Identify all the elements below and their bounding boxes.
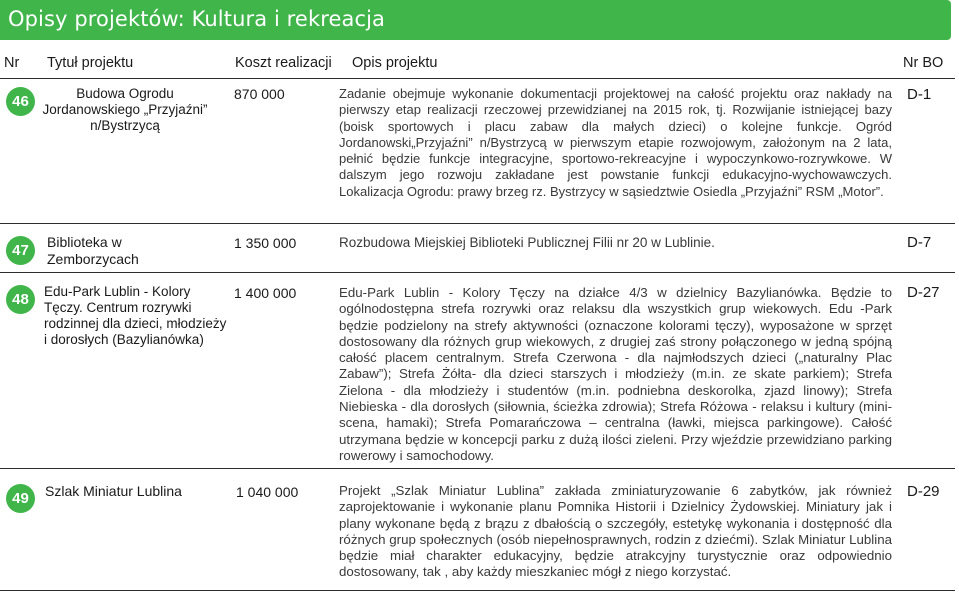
project-code: D-1 [907, 86, 932, 103]
column-header-title: Tytuł projektu [47, 55, 134, 71]
project-cost: 1 350 000 [234, 235, 297, 251]
project-cost: 1 040 000 [236, 484, 299, 500]
page-title: Opisy projektów: Kultura i rekreacja [8, 7, 386, 31]
header-divider [0, 78, 955, 79]
project-code: D-27 [907, 284, 940, 301]
project-title: Biblioteka w Zemborzycach [47, 234, 139, 267]
project-title: Szlak Miniatur Lublina [45, 483, 182, 499]
row-number-badge: 47 [6, 236, 35, 265]
project-cost: 870 000 [234, 86, 285, 102]
row-divider [0, 590, 955, 591]
column-header-description: Opis projektu [352, 55, 438, 71]
row-divider [0, 223, 955, 224]
column-header-nr: Nr [4, 55, 20, 71]
project-code: D-29 [907, 483, 940, 500]
column-header-code: Nr BO [903, 55, 944, 71]
row-number-badge: 46 [6, 87, 35, 116]
title-banner [0, 0, 951, 40]
project-title: Budowa Ogrodu Jordanowskiego „Przyjaźni” n/Bystrzycą [42, 86, 208, 133]
column-header-cost: Koszt realizacji [235, 55, 332, 71]
project-description: Projekt „Szlak Miniatur Lublina” zakłada zminiaturyzowanie 6 zabytków, jak również zaprojektowanie i wykonanie planu Pomnika Historii i Dzielnicy Żydowskiej. Miniatury jak i plany wykonane będą z brązu z dbałością o szczegóły, estetykę wykonania i dostępność dla różnych grup społecznych (osób niepełnosprawnych, rodzin z dziećmi). Szlak Miniatur Lublina będzie miał charakter edukacyjny, będzie atrakcyjny turystycznie oraz odpowiednio dostosowany, tak , aby każdy mieszkaniec mógł z niego korzystać. [339, 483, 892, 580]
row-divider [0, 468, 955, 469]
project-description: Rozbudowa Miejskiej Biblioteki Publicznej Filii nr 20 w Lublinie. [339, 235, 715, 250]
row-divider [0, 272, 955, 273]
project-title: Edu-Park Lublin - Kolory Tęczy. Centrum rozrywki rodzinnej dla dzieci, młodzieży i dorosłych (Bazylianówka) [44, 284, 227, 347]
project-description: Edu-Park Lublin - Kolory Tęczy na działce 4/3 w dzielnicy Bazylianówka. Będzie to ogólnodostępna strefa rozrywki oraz relaksu dla wszystkich grup wiekowych. Edu -Park będzie podzielony na strefy aktywności (oznaczone kolorami tęczy), wyposażone w sprzęt dostosowany dla różnych grup wiekowych, z drugiej zaś strony połączonego w jedną spójną całość placem centralnym. Strefa Czerwona - dla najmłodszych dzieci („naturalny Plac Zabaw”); Strefa Żółta- dla dzieci starszych i młodzieży (m.in. ze skate parkiem); Strefa Zielona - dla młodzieży i studentów (m.in. podniebna deskorolka, zjazd linowy); Strefa Niebieska - dla dorosłych (siłownia, ścieżka zdrowia); Strefa Różowa - relaksu i kultury (mini-scena, hamaki); Strefa Pomarańczowa – centralna (ławki, miejsca parkingowe). Całość utrzymana będzie w koncepcji parku z dużą ilości zieleni. Przy wjeździe przewidziano parking rowerowy i samochodowy. [339, 285, 892, 463]
project-description: Zadanie obejmuje wykonanie dokumentacji projektowej na całość projektu oraz nakłady na pierwszy etap realizacji rzeczowej przewidzianej na 2015 rok, tj. Rozwijanie istniejącej bazy (boisk sportowych i placu zabaw dla małych dzieci) o kolejne funkcje. Ogród Jordanowski„Przyjaźni” n/Bystrzycą w pierwszym etapie rozwojowym, założonym na 2 lata, pełnić będzie funkcje integracyjne, sportowo-rekreacyjne i wypoczynkowo-rozrywkowe. W dalszym jego rozwoju zakładane jest powstanie funkcji edukacyjno-wychowawczych. Lokalizacja Ogrodu: prawy brzeg rz. Bystrzycy w sąsiedztwie Osiedla „Przyjaźni” RSM „Motor”. [339, 86, 892, 199]
row-number-badge: 48 [6, 285, 35, 314]
project-code: D-7 [907, 234, 932, 251]
row-number-badge: 49 [6, 484, 35, 513]
project-cost: 1 400 000 [234, 285, 297, 301]
